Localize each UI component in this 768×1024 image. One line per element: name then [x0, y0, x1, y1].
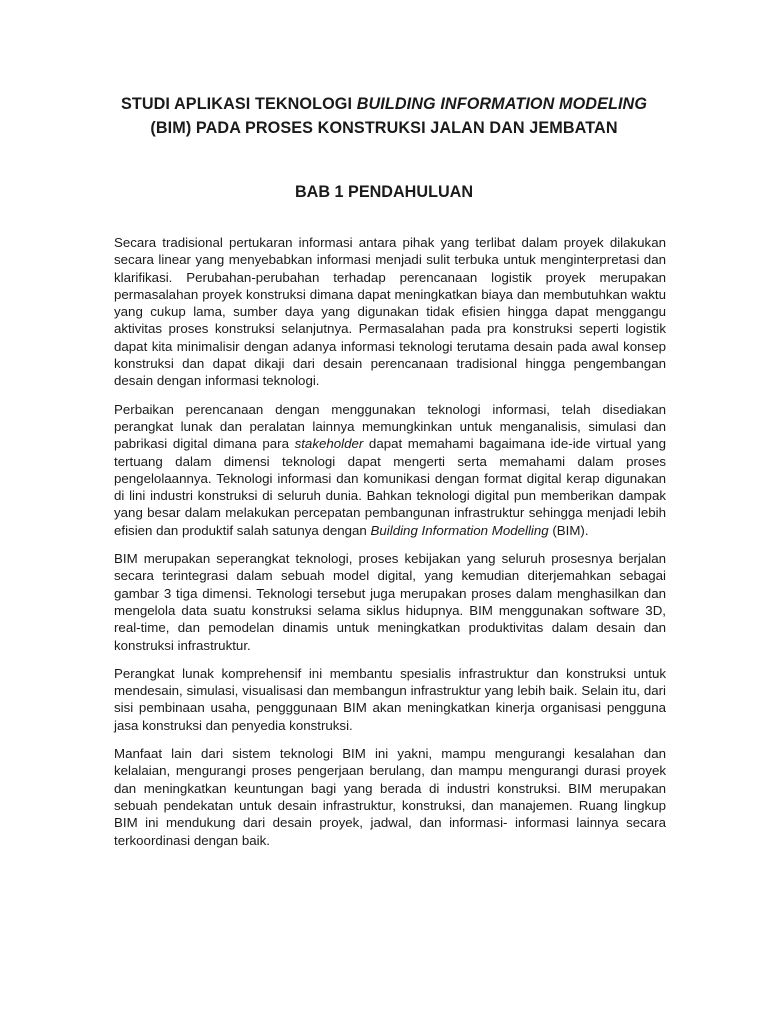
- paragraph-5: Manfaat lain dari sistem teknologi BIM ini yakni, mampu mengurangi kesalahan dan kelalaian, mengurangi proses pengerjaan berulang, dan mampu mengurangi durasi proyek dan meningkatkan keuntungan bagi yang berada di industri konstruksi. BIM merupakan sebuah pendekatan untuk desain infrastruktur, konstruksi, dan manajemen. Ruang lingkup BIM ini mendukung dari desain proyek, jadwal, dan informasi- informasi lainnya secara terkoordinasi dengan baik.: [114, 746, 666, 848]
- document-title: [60, 92, 708, 140]
- paragraph-2-part-b: dapat memahami bagaimana ide-ide virtual yang tertuang dalam dimensi teknologi dapat mengerti serta memahami dalam proses pengelolaannya. Teknologi informasi dan komunikasi dengan format digital kerap digunakan di lini industri konstruksi di seluruh dunia. Bahkan teknologi digital pun memberikan dampak yang besar dalam melakukan percepatan pembangunan infrastruktur sehingga menjadi lebih efisien dan produktif salah satunya dengan: [114, 436, 666, 538]
- paragraph-3: BIM merupakan seperangkat teknologi, proses kebijakan yang seluruh prosesnya berjalan secara terintegrasi dalam sebuah model digital, yang kemudian diterjemahkan sebagai gambar 3 tiga dimensi. Teknologi tersebut juga merupakan proses dalam menghasilkan dan mengelola data suatu konstruksi selama siklus hidupnya. BIM menggunakan software 3D, real-time, dan pemodelan dinamis untuk meningkatkan produktivitas dalam desain dan konstruksi infrastruktur.: [114, 551, 666, 653]
- paragraph-2-part-c: (BIM).: [548, 522, 589, 538]
- title-line-2: (BIM) PADA PROSES KONSTRUKSI JALAN DAN JEMBATAN: [150, 119, 618, 137]
- chapter-heading: BAB 1 PENDAHULUAN: [294, 183, 474, 201]
- paragraph-2-italic-bim: Building Information Modelling: [370, 522, 549, 538]
- paragraph-4: Perangkat lunak komprehensif ini membantu spesialis infrastruktur dan konstruksi untuk mendesain, simulasi, visualisasi dan membangun infrastruktur yang lebih baik. Selain itu, dari sisi pembinaan usaha, pengggunaan BIM akan meningkatkan kinerja organisasi pengguna jasa konstruksi dan penyedia konstruksi.: [114, 665, 666, 733]
- title-line-1: [60, 92, 708, 116]
- body-text: [114, 234, 666, 860]
- paragraph-2: [114, 401, 666, 539]
- paragraph-2-part-a: Perbaikan perencanaan dengan menggunakan teknologi informasi, telah disediakan perangkat lunak dan peralatan lainnya memungkinkan untuk menganalisis, simulasi dan pabrikasi digital dimana para: [114, 401, 666, 452]
- paragraph-2-italic-stakeholder: stakeholder: [294, 436, 364, 452]
- paragraph-1: Secara tradisional pertukaran informasi antara pihak yang terlibat dalam proyek dilakukan secara linear yang menyebabkan informasi menjadi sulit terbuka untuk menginterpretasi dan klarifikasi. Perubahan-perubahan terhadap perencanaan logistik proyek merupakan permasalahan proyek konstruksi dimana dapat meningkatkan biaya dan membutuhkan waktu yang cukup lama, sumber daya yang digunakan tidak efisien hingga dapat menggangu aktivitas proses konstruksi selanjutnya. Permasalahan pada pra konstruksi seperti logistik dapat kita minimalisir dengan adanya informasi teknologi terutama desain pada awal konsep konstruksi dan dapat dikaji dari desain perencanaan tradisional hingga pengembangan desain dengan informasi teknologi.: [114, 235, 666, 389]
- title-line-1-italic: BUILDING INFORMATION MODELING: [356, 95, 648, 113]
- title-line-1-prefix: STUDI APLIKASI TEKNOLOGI: [120, 95, 357, 113]
